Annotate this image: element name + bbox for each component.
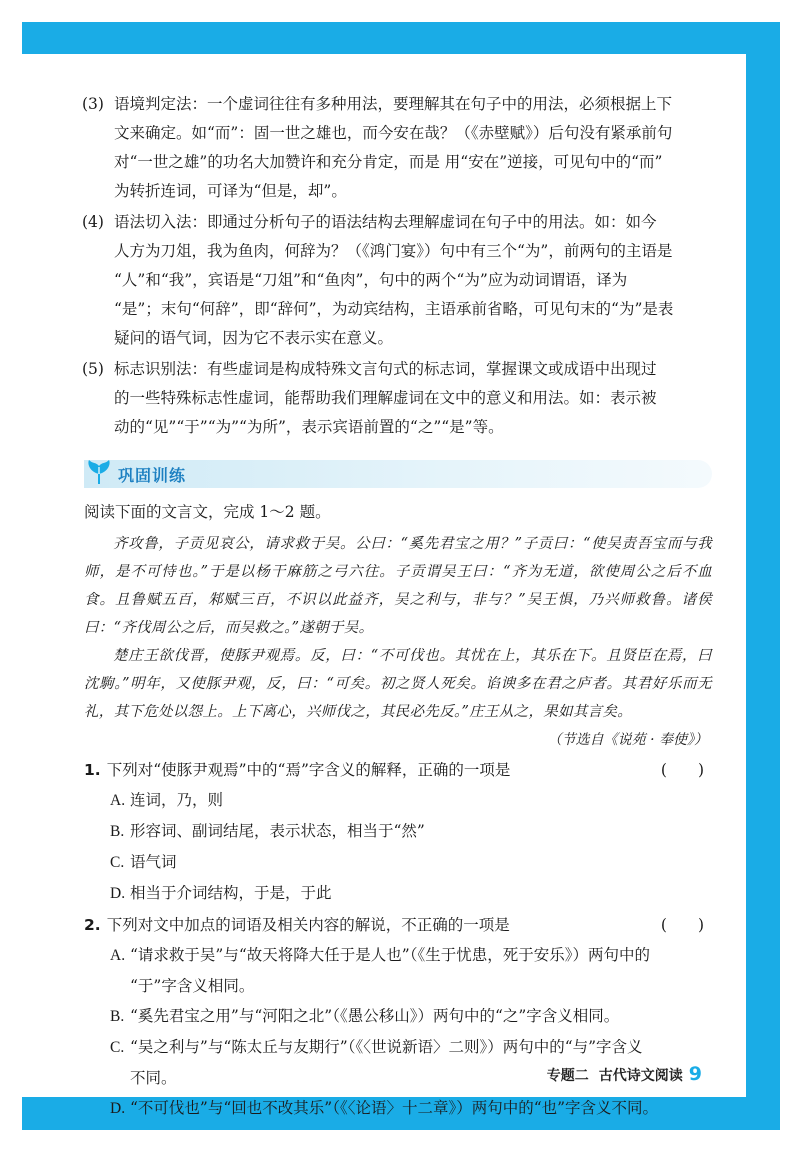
method-line: 文来确定。如“而”：固一世之雄也，而今安在哉？（《赤壁赋》）后句没有紧承前句 bbox=[114, 124, 673, 142]
section-header bbox=[84, 460, 712, 488]
method-number: (4) bbox=[82, 213, 104, 231]
option-d bbox=[84, 878, 712, 909]
option-letter: B. bbox=[110, 1008, 125, 1025]
answer-blank: ( ) bbox=[660, 761, 704, 779]
option-b bbox=[84, 816, 712, 847]
method-line: “是”；末句“何辞”，即“辞何”，为动宾结构，主语承前省略，可见句末的“为”是表 bbox=[114, 300, 674, 318]
option-letter: D. bbox=[110, 885, 126, 902]
reading-instruction: 阅读下面的文言文，完成 1～2 题。 bbox=[84, 503, 331, 521]
question-2 bbox=[84, 911, 712, 940]
method-line: 为转折连词，可译为“但是，却”。 bbox=[114, 182, 347, 200]
page-number: 9 bbox=[688, 1063, 702, 1085]
method-line: “人”和“我”，宾语是“刀俎”和“鱼肉”，句中的两个“为”应为动词谓语，译为 bbox=[114, 271, 628, 289]
passage-paragraph: 楚庄王欲伐晋，使豚尹观焉。反，曰：“不可伐也。其忧在上，其乐在下。且贤臣在焉，曰沈駒。”明年，又使豚尹观，反，曰：“可矣。初之贤人死矣。谄谀多在君之庐者。其君好乐而无礼，其下危处以怨上。上下离心，兴师伐之，其民必先反。”庄王从之，果如其言矣。 bbox=[84, 648, 712, 720]
method-number: (5) bbox=[82, 360, 104, 378]
question-number: 1. bbox=[84, 761, 101, 779]
option-text: 连词，乃，则 bbox=[130, 791, 224, 809]
option-letter: A. bbox=[110, 947, 126, 964]
option-continuation: “于”字含义相同。 bbox=[130, 977, 255, 995]
option-letter: C. bbox=[110, 1039, 125, 1056]
option-text: “吴之利与”与“陈太丘与友期行”（《〈世说新语〉二则》）两句中的“与”字含义 bbox=[130, 1038, 643, 1056]
option-letter: B. bbox=[110, 823, 125, 840]
answer-blank: ( ) bbox=[660, 916, 704, 934]
footer-title: 古代诗文阅读 bbox=[598, 1068, 683, 1084]
section-title: 巩固训练 bbox=[118, 466, 187, 485]
passage-source: （节选自《说苑 · 奉使》） bbox=[547, 732, 708, 748]
option-text: 形容词、副词结尾，表示状态，相当于“然” bbox=[130, 822, 425, 840]
method-line: 人方为刀俎，我为鱼肉，何辞为？（《鸿门宴》）句中有三个“为”，前两句的主语是 bbox=[114, 242, 673, 260]
top-blue-band bbox=[22, 22, 780, 54]
question-stem: 下列对“使豚尹观焉”中的“焉”字含义的解释，正确的一项是 bbox=[106, 761, 511, 779]
right-blue-band bbox=[746, 22, 780, 1130]
option-d bbox=[84, 1093, 712, 1124]
footer-chapter: 专题二 bbox=[546, 1068, 589, 1084]
page-footer bbox=[547, 1063, 702, 1085]
question-1 bbox=[84, 756, 712, 785]
option-text: “奚先君宝之用”与“河阳之北”（《愚公移山》）两句中的“之”字含义相同。 bbox=[130, 1007, 620, 1025]
option-text: “请求救于吴”与“故天将降大任于是人也”（《生于忧患，死于安乐》）两句中的 bbox=[130, 946, 650, 964]
method-4 bbox=[52, 208, 712, 353]
method-number: (3) bbox=[82, 95, 104, 113]
option-a bbox=[84, 940, 712, 971]
option-text: 语气词 bbox=[130, 853, 177, 871]
passage-paragraph: 齐攻鲁，子贡见哀公，请求救于吴。公曰：“奚先君宝之用？”子贡曰：“使吴责吾宝而与我师，是不可恃也。”于是以杨干麻筋之弓六往。子贡谓吴王曰：“齐为无道，欲使周公之后不血食。且鲁赋五百，邾赋三百，不识以此益齐，吴之利与，非与？”吴王惧，乃兴师救鲁。诸侯曰：“齐伐周公之后，而吴救之。”遂朝于吴。 bbox=[84, 536, 712, 636]
option-text: 相当于介词结构，于是，于此 bbox=[130, 884, 332, 902]
method-line: 动的“见”“于”“为”“为所”，表示宾语前置的“之”“是”等。 bbox=[114, 418, 504, 436]
method-line: 语法切入法：即通过分析句子的语法结构去理解虚词在句子中的用法。如：如今 bbox=[114, 213, 657, 231]
page-content bbox=[84, 90, 712, 1124]
question-number: 2. bbox=[84, 916, 101, 934]
option-continuation: 不同。 bbox=[130, 1069, 177, 1087]
question-stem: 下列对文中加点的词语及相关内容的解说，不正确的一项是 bbox=[106, 916, 510, 934]
method-line: 疑问的语气词，因为它不表示实在意义。 bbox=[114, 329, 394, 347]
ginkgo-leaf-icon bbox=[86, 458, 112, 486]
option-letter: D. bbox=[110, 1100, 126, 1117]
option-c bbox=[84, 847, 712, 878]
method-5 bbox=[52, 355, 712, 442]
option-c bbox=[84, 1032, 712, 1063]
method-line: 的一些特殊标志性虚词，能帮助我们理解虚词在文中的意义和用法。如：表示被 bbox=[114, 389, 657, 407]
method-3 bbox=[52, 90, 712, 206]
option-letter: A. bbox=[110, 792, 126, 809]
option-letter: C. bbox=[110, 854, 125, 871]
method-line: 对“一世之雄”的功名大加赞许和充分肯定，而是 用“安在”逆接，可见句中的“而” bbox=[114, 153, 663, 171]
option-text: “不可伐也”与“回也不改其乐”（《〈论语〉十二章》）两句中的“也”字含义不同。 bbox=[130, 1099, 659, 1117]
method-line: 标志识别法：有些虚词是构成特殊文言句式的标志词，掌握课文或成语中出现过 bbox=[114, 360, 657, 378]
method-line: 语境判定法：一个虚词往往有多种用法，要理解其在句子中的用法，必须根据上下 bbox=[114, 95, 673, 113]
option-a bbox=[84, 785, 712, 816]
option-b bbox=[84, 1001, 712, 1032]
